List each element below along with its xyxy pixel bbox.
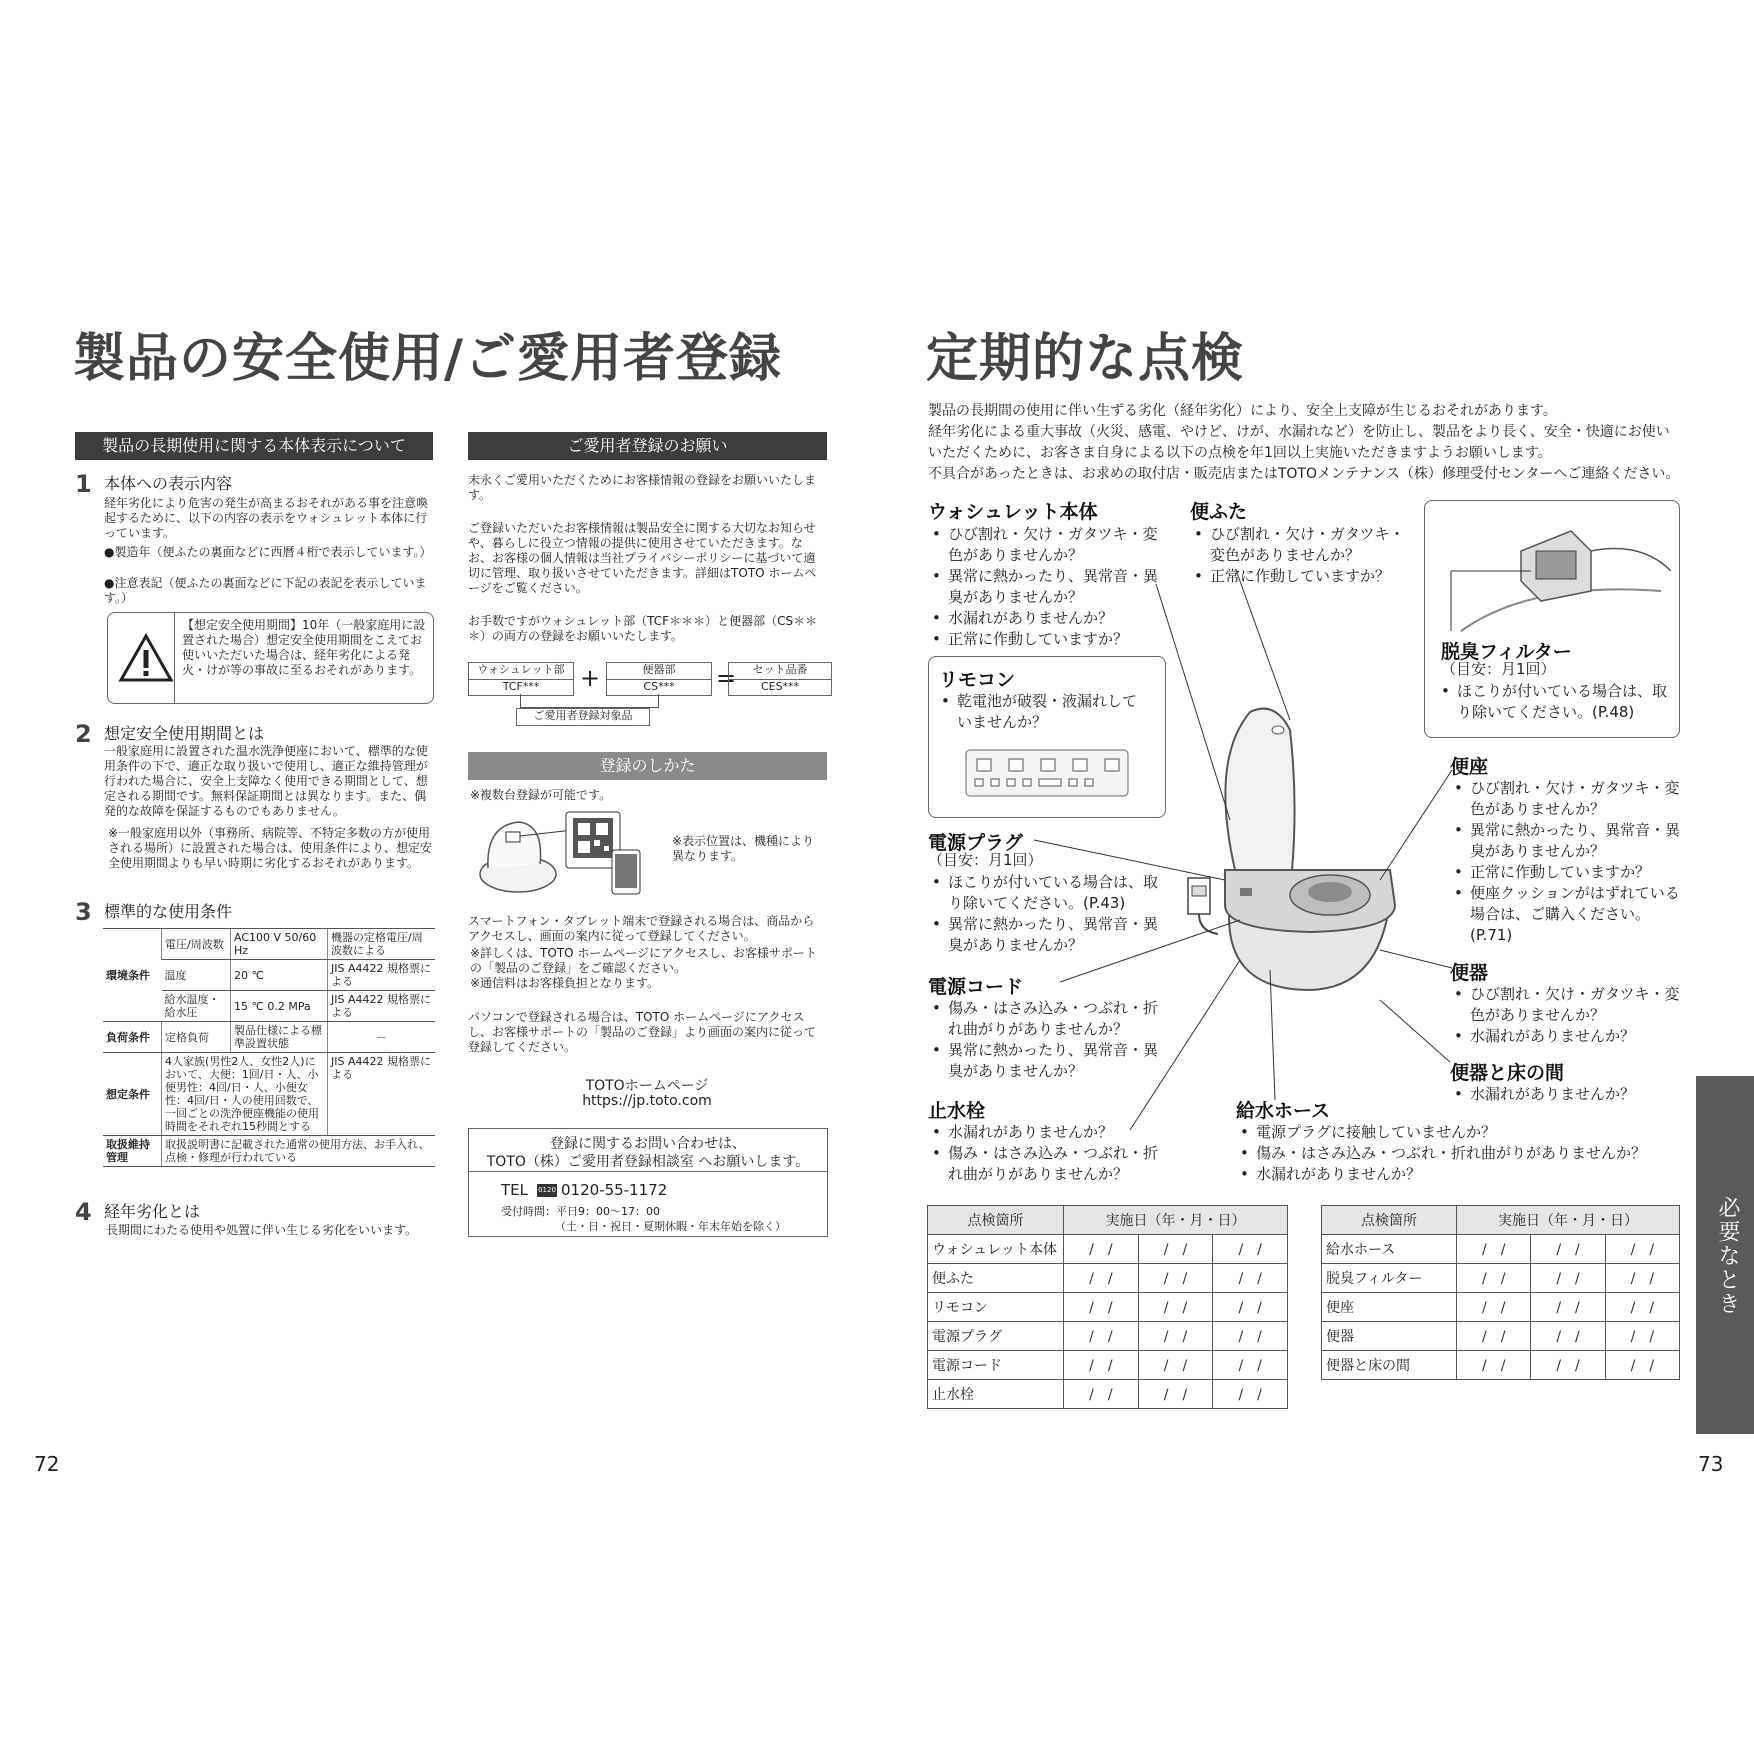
left-page-number: 72 bbox=[34, 1452, 60, 1476]
date-cell[interactable]: / / bbox=[1605, 1264, 1679, 1293]
date-cell[interactable]: / / bbox=[1457, 1293, 1531, 1322]
table-cell: 便器と床の間 bbox=[1322, 1351, 1457, 1380]
formula-bowl-label: 便器部 bbox=[607, 663, 711, 680]
reg-paragraph-2: ご登録いただいたお客様情報は製品安全に関する大切なお知らせや、暮らしに役立つ情報の提供に使用させていただきます。なお、お客様の個人情報は当社プライバシーポリシーに基づいて適切に管理、取り扱いさせていただきます。詳細はTOTO ホームページをご覧ください。 bbox=[468, 521, 817, 595]
item-number-2: 2 bbox=[75, 720, 92, 748]
item-heading-1: 本体への表示内容 bbox=[104, 474, 233, 493]
how-to-register-bar: 登録のしかた bbox=[468, 752, 827, 780]
check-table-1 bbox=[927, 1205, 1288, 1409]
table-cell: 便座 bbox=[1322, 1293, 1457, 1322]
item-heading-2: 想定安全使用期間とは bbox=[104, 724, 265, 743]
intro-line-3: いただくために、お客さま自身による以下の点検を年1回以上実施いただきますようお願いします。 bbox=[928, 445, 1552, 461]
homepage-label: TOTOホームページ bbox=[585, 1078, 709, 1094]
freedial-icon: 0120 bbox=[537, 1184, 557, 1197]
table-row bbox=[1322, 1235, 1680, 1264]
date-cell[interactable]: / / bbox=[1138, 1293, 1213, 1322]
cond-cell: JIS A4422 規格票による bbox=[328, 960, 436, 991]
item-text-4: 長期間にわたる使用や処置に伴い生じる劣化をいいます。 bbox=[106, 1223, 418, 1237]
right-page-number: 73 bbox=[1698, 1452, 1724, 1476]
long-term-use-section-bar: 製品の長期使用に関する本体表示について bbox=[75, 432, 433, 460]
table-row bbox=[928, 1351, 1288, 1380]
cond-cell: 取扱説明書に記載された通常の使用方法、お手入れ、点検・修理が行われている bbox=[162, 1136, 436, 1167]
date-cell[interactable]: / / bbox=[1531, 1351, 1605, 1380]
date-cell[interactable]: / / bbox=[1457, 1322, 1531, 1351]
cond-assume-label: 想定条件 bbox=[103, 1053, 162, 1136]
list-item: • 傷み・はさみ込み・つぶれ・折れ曲がりがありませんか？ bbox=[932, 998, 1162, 1040]
cond-load-label: 負荷条件 bbox=[103, 1022, 162, 1053]
how-note-position: ※表示位置は、機種により異なります。 bbox=[672, 834, 815, 863]
list-item: • 異常に熱かったり、異常音・異臭がありませんか？ bbox=[932, 914, 1162, 956]
item-bullet-1a: ●製造年（便ふたの裏面などに西暦４桁で表示しています。） bbox=[104, 545, 432, 559]
table-row bbox=[928, 1293, 1288, 1322]
formula-plus: + bbox=[580, 664, 601, 692]
table-cell: 電源プラグ bbox=[928, 1322, 1064, 1351]
table-row bbox=[1322, 1351, 1680, 1380]
date-cell[interactable]: / / bbox=[1457, 1264, 1531, 1293]
check-table-2 bbox=[1321, 1205, 1680, 1380]
formula-washlet-value: TCF*** bbox=[502, 680, 540, 693]
date-cell[interactable]: / / bbox=[1064, 1351, 1139, 1380]
table-header-date: 実施日（年・月・日） bbox=[1457, 1206, 1680, 1235]
reg-paragraph-1: 末永くご愛用いただくためにお客様情報の登録をお願いいたします。 bbox=[468, 473, 817, 502]
list-item: • 乾電池が破裂・液漏れしていませんか？ bbox=[941, 691, 1151, 733]
date-cell[interactable]: / / bbox=[1605, 1293, 1679, 1322]
table-cell: リモコン bbox=[928, 1293, 1064, 1322]
plug-sub: （目安：月1回） bbox=[928, 851, 1043, 869]
tel-prefix: TEL bbox=[501, 1181, 528, 1199]
cond-cell: － bbox=[328, 1022, 436, 1053]
table-header-part: 点検箇所 bbox=[928, 1206, 1064, 1235]
intro-line-4: 不具合があったときは、お求めの取付店・販売店またはTOTOメンテナンス（株）修理受付センターへご連絡ください。 bbox=[928, 466, 1680, 482]
date-cell[interactable]: / / bbox=[1213, 1235, 1288, 1264]
filter-sub: （目安：月1回） bbox=[1441, 660, 1556, 678]
registration-section-bar: ご愛用者登録のお願い bbox=[468, 432, 827, 460]
date-cell[interactable]: / / bbox=[1605, 1322, 1679, 1351]
date-cell[interactable]: / / bbox=[1457, 1235, 1531, 1264]
table-cell: 便ふた bbox=[928, 1264, 1064, 1293]
hours-line-2: （土・日・祝日・夏期休暇・年末年始を除く） bbox=[555, 1220, 786, 1233]
date-cell[interactable]: / / bbox=[1064, 1264, 1139, 1293]
hose-title: 給水ホース bbox=[1236, 1100, 1331, 1122]
date-cell[interactable]: / / bbox=[1064, 1293, 1139, 1322]
intro-line-2: 経年劣化による重大事故（火災、感電、やけど、けが、水漏れなど）を防止し、製品をより長く、安全・快適にお使い bbox=[928, 424, 1670, 440]
date-cell[interactable]: / / bbox=[1138, 1235, 1213, 1264]
smartphone-note-2: ※通信料はお客様負担となります。 bbox=[470, 976, 660, 990]
table-row bbox=[928, 1380, 1288, 1409]
list-item: • 水漏れがありませんか？ bbox=[1240, 1164, 1680, 1185]
cond-cell: 給水温度・給水圧 bbox=[162, 991, 231, 1022]
table-cell: 脱臭フィルター bbox=[1322, 1264, 1457, 1293]
cond-cell: 定格負荷 bbox=[162, 1022, 231, 1053]
list-item: • 異常に熱かったり、異常音・異臭がありませんか？ bbox=[1454, 820, 1690, 862]
right-page-title: 定期的な点検 bbox=[926, 329, 1245, 389]
seat-title: 便座 bbox=[1450, 756, 1489, 778]
list-item: • ひび割れ・欠け・ガタツキ・変色がありませんか？ bbox=[1454, 984, 1690, 1026]
list-item: • 便座クッションがはずれている場合は、ご購入ください。(P.71) bbox=[1454, 883, 1690, 946]
table-row bbox=[1322, 1264, 1680, 1293]
list-item: • 異常に熱かったり、異常音・異臭がありませんか？ bbox=[932, 566, 1162, 608]
list-item: • ほこりが付いている場合は、取り除いてください。(P.48) bbox=[1441, 681, 1671, 723]
item-text-2: 一般家庭用に設置された温水洗浄便座において、標準的な使用条件の下で、適正な取り扱いで使用し、適正な維持管理が行われた場合に、安全上支障なく使用できる期間として、想定される期間です。無料保証期間とは異なります。また、偶発的な故障を保証するものでもありません。 bbox=[104, 744, 428, 818]
date-cell[interactable]: / / bbox=[1213, 1351, 1288, 1380]
table-cell: ウォシュレット本体 bbox=[928, 1235, 1064, 1264]
item-number-1: 1 bbox=[75, 470, 92, 498]
cond-cell: 4人家族(男性2人、女性2人)において、大便：1回/日・人、小便男性：4回/日・人、小便女性：4回/日・人の使用回数で、一回ごとの洗浄便座機能の使用時間をそれぞれ15秒間とする bbox=[162, 1053, 328, 1136]
list-item: • 傷み・はさみ込み・つぶれ・折れ曲がりがありませんか？ bbox=[932, 1143, 1162, 1185]
hours-line-1: 受付時間：平日9：00～17：00 bbox=[501, 1205, 660, 1218]
formula-target-label: ご愛用者登録対象品 bbox=[516, 708, 650, 726]
cond-cell: 15 ℃ 0.2 MPa bbox=[231, 991, 328, 1022]
date-cell[interactable]: / / bbox=[1213, 1380, 1288, 1409]
cond-handling-label: 取扱維持管理 bbox=[103, 1136, 162, 1167]
cond-env-label: 環境条件 bbox=[103, 929, 162, 1022]
list-item: • 異常に熱かったり、異常音・異臭がありませんか？ bbox=[932, 1040, 1162, 1082]
date-cell[interactable]: / / bbox=[1457, 1351, 1531, 1380]
date-cell[interactable]: / / bbox=[1138, 1351, 1213, 1380]
date-cell[interactable]: / / bbox=[1531, 1293, 1605, 1322]
table-header-date: 実施日（年・月・日） bbox=[1064, 1206, 1288, 1235]
table-cell: 給水ホース bbox=[1322, 1235, 1457, 1264]
contact-line-1: 登録に関するお問い合わせは、 bbox=[550, 1136, 746, 1152]
intro-line-1: 製品の長期間の使用に伴い生ずる劣化（経年劣化）により、安全上支障が生じるおそれがあります。 bbox=[928, 403, 1557, 419]
table-cell: 電源コード bbox=[928, 1351, 1064, 1380]
cond-cell: JIS A4422 規格票による bbox=[328, 1053, 436, 1136]
table-row bbox=[928, 1235, 1288, 1264]
valve-title: 止水栓 bbox=[928, 1100, 986, 1122]
formula-bowl-value: CS*** bbox=[643, 680, 675, 693]
lid-title: 便ふた bbox=[1190, 501, 1248, 523]
list-item: • 正常に作動していますか？ bbox=[1194, 566, 1414, 587]
date-cell[interactable]: / / bbox=[1605, 1351, 1679, 1380]
cond-cell: 温度 bbox=[162, 960, 231, 991]
table-row bbox=[1322, 1293, 1680, 1322]
formula-set-label: セット品番 bbox=[729, 663, 831, 680]
filter-title: 脱臭フィルター bbox=[1441, 641, 1572, 663]
date-cell[interactable]: / / bbox=[1138, 1380, 1213, 1409]
table-row bbox=[928, 1322, 1288, 1351]
item-note-2: ※一般家庭用以外（事務所、病院等、不特定多数の方が使用される場所）に設置された場合は、使用条件により、想定安全使用期間よりも早い時期に劣化するおそれがあります。 bbox=[108, 826, 433, 870]
pc-paragraph: パソコンで登録される場合は、TOTO ホームページにアクセスし、お客様サポートの「製品のご登録」より画面の案内に従って登録してください。 bbox=[468, 1010, 817, 1054]
table-cell: 止水栓 bbox=[928, 1380, 1064, 1409]
item-number-3: 3 bbox=[75, 898, 92, 926]
cond-cell: 20 ℃ bbox=[231, 960, 328, 991]
smartphone-note-1: ※詳しくは、TOTO ホームページにアクセスし、お客様サポートの「製品のご登録」をご確認ください。 bbox=[470, 946, 817, 975]
plug-title: 電源プラグ bbox=[928, 832, 1024, 854]
date-cell[interactable]: / / bbox=[1531, 1235, 1605, 1264]
item-bullet-1b: ●注意表記（便ふたの裏面などに下記の表記を表示しています。） bbox=[104, 576, 427, 605]
list-item: • 水漏れがありませんか？ bbox=[932, 1122, 1162, 1143]
list-item: • ひび割れ・欠け・ガタツキ・変色がありませんか？ bbox=[932, 524, 1162, 566]
smartphone-paragraph: スマートフォン・タブレット端末で登録される場合は、商品からアクセスし、画面の案内に従って登録してください。 bbox=[468, 914, 815, 943]
cond-cell: 製品仕様による標準設置状態 bbox=[231, 1022, 328, 1053]
cond-cell: JIS A4422 規格票による bbox=[328, 991, 436, 1022]
contact-line-2: TOTO（株）ご愛用者登録相談室 へお願いします。 bbox=[486, 1154, 810, 1170]
date-cell[interactable]: / / bbox=[1064, 1380, 1139, 1409]
date-cell[interactable]: / / bbox=[1213, 1264, 1288, 1293]
left-page-title: 製品の安全使用/ご愛用者登録 bbox=[73, 329, 782, 389]
item-heading-3: 標準的な使用条件 bbox=[104, 902, 233, 921]
floor-title: 便器と床の間 bbox=[1450, 1062, 1565, 1084]
list-item: • ひび割れ・欠け・ガタツキ・変色がありませんか？ bbox=[1194, 524, 1414, 566]
cond-cell: 電圧/周波数 bbox=[162, 929, 231, 960]
date-cell[interactable]: / / bbox=[1605, 1235, 1679, 1264]
side-tab[interactable] bbox=[1696, 1076, 1754, 1434]
table-cell: 便器 bbox=[1322, 1322, 1457, 1351]
cond-cell: AC100 V 50/60 Hz bbox=[231, 929, 328, 960]
date-cell[interactable]: / / bbox=[1064, 1322, 1139, 1351]
how-note-multiple: ※複数台登録が可能です。 bbox=[470, 788, 612, 802]
list-item: • ほこりが付いている場合は、取り除いてください。(P.43) bbox=[932, 872, 1162, 914]
list-item: • 傷み・はさみ込み・つぶれ・折れ曲がりがありませんか？ bbox=[1240, 1143, 1680, 1164]
washlet-title: ウォシュレット本体 bbox=[928, 501, 1098, 523]
date-cell[interactable]: / / bbox=[1213, 1293, 1288, 1322]
table-row bbox=[1322, 1322, 1680, 1351]
side-tab-label: 必要なとき bbox=[1715, 1196, 1740, 1316]
cord-title: 電源コード bbox=[928, 976, 1024, 998]
date-cell[interactable]: / / bbox=[1213, 1322, 1288, 1351]
warning-text: 【想定安全使用期間】10年（一般家庭用に設置された場合）想定安全使用期間をこえてお使いいただいた場合は、経年劣化による発火・けが等の事故に至るおそれがあります。 bbox=[182, 618, 426, 677]
item-text-1: 経年劣化により危害の発生が高まるおそれがある事を注意喚起するために、以下の内容の表示をウォシュレット本体に行っています。 bbox=[104, 496, 429, 540]
date-cell[interactable]: / / bbox=[1064, 1235, 1139, 1264]
bowl-title: 便器 bbox=[1450, 962, 1489, 984]
list-item: • 正常に作動していますか？ bbox=[932, 629, 1162, 650]
date-cell[interactable]: / / bbox=[1138, 1264, 1213, 1293]
list-item: • 正常に作動していますか？ bbox=[1454, 862, 1690, 883]
cond-cell: 機器の定格電圧/周波数による bbox=[328, 929, 436, 960]
formula-set-value: CES*** bbox=[760, 680, 800, 693]
date-cell[interactable]: / / bbox=[1531, 1264, 1605, 1293]
item-heading-4: 経年劣化とは bbox=[104, 1202, 201, 1221]
table-row bbox=[928, 1264, 1288, 1293]
list-item: • ひび割れ・欠け・ガタツキ・変色がありませんか？ bbox=[1454, 778, 1690, 820]
list-item: • 電源プラグに接触していませんか？ bbox=[1240, 1122, 1680, 1143]
date-cell[interactable]: / / bbox=[1531, 1322, 1605, 1351]
list-item: • 水漏れがありませんか？ bbox=[1454, 1026, 1690, 1047]
date-cell[interactable]: / / bbox=[1138, 1322, 1213, 1351]
formula-washlet-label: ウォシュレット部 bbox=[469, 663, 573, 680]
list-item: • 水漏れがありませんか？ bbox=[932, 608, 1162, 629]
remote-title: リモコン bbox=[939, 669, 1016, 691]
item-number-4: 4 bbox=[75, 1198, 92, 1226]
formula-equals: = bbox=[716, 664, 737, 692]
tel-number[interactable]: 0120-55-1172 bbox=[561, 1181, 668, 1199]
reg-paragraph-3: お手数ですがウォシュレット部（TCF＊＊＊）と便器部（CS＊＊＊）の両方の登録をお願いいたします。 bbox=[468, 614, 818, 643]
homepage-url[interactable]: https://jp.toto.com bbox=[582, 1093, 712, 1109]
table-header-part: 点検箇所 bbox=[1322, 1206, 1457, 1235]
list-item: • 水漏れがありませんか？ bbox=[1454, 1084, 1690, 1105]
